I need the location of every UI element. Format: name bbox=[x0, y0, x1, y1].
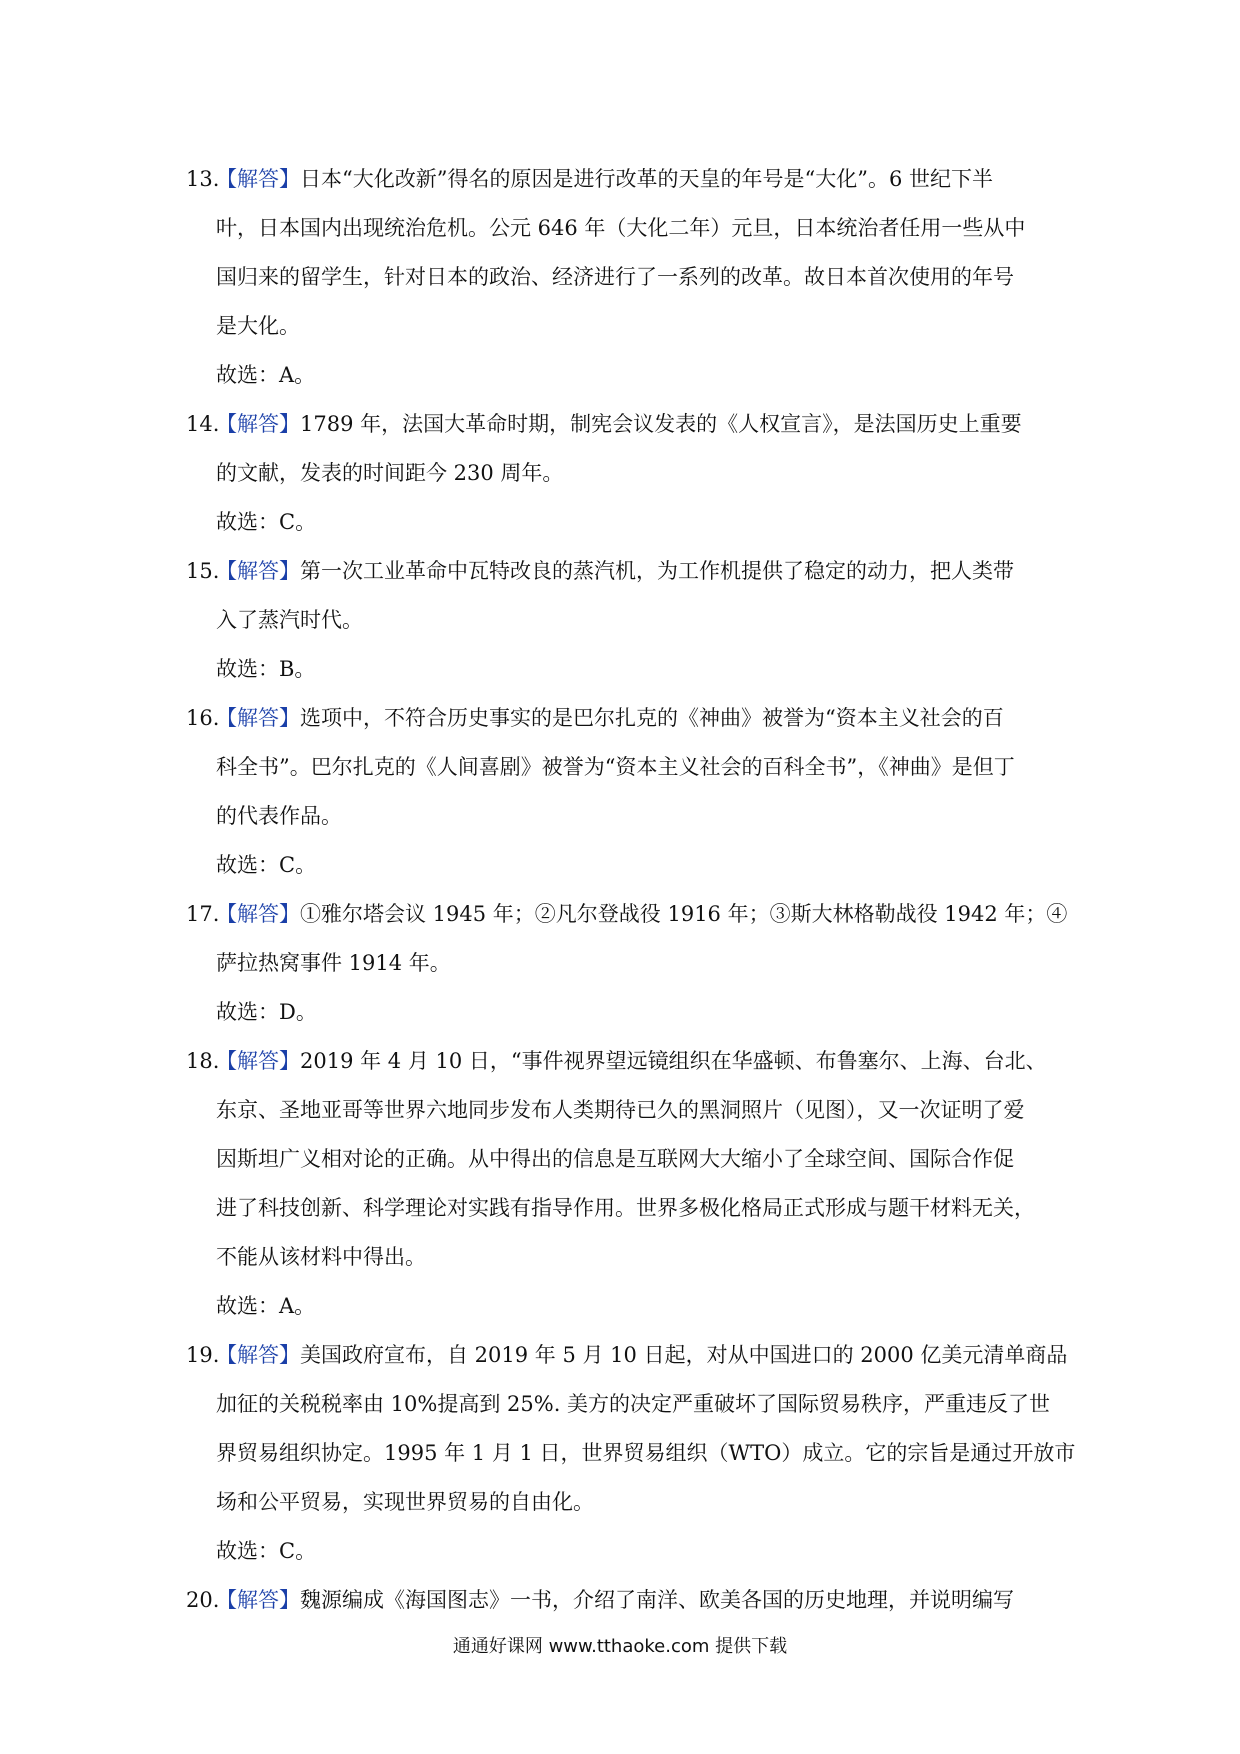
answer-text-line: 叶，日本国内出现统治危机。公元 646 年（大化二年）元旦，日本统治者任用一些从中 bbox=[216, 216, 1026, 240]
answer-item bbox=[186, 1576, 1066, 1625]
answer-text-line: 的代表作品。 bbox=[216, 804, 342, 828]
answer-item bbox=[186, 155, 1066, 400]
answer-text-line: 科全书”。巴尔扎克的《人间喜剧》被誉为“资本主义社会的百科全书”，《神曲》是但丁 bbox=[216, 755, 1015, 779]
answer-text: ①雅尔塔会议 1945 年；②凡尔登战役 1916 年；③斯大林格勒战役 1942 年；④ bbox=[300, 902, 1068, 926]
answer-first-line bbox=[186, 890, 1066, 939]
answer-tag: 【解答】 bbox=[216, 902, 300, 926]
answer-choice: 故选：A。 bbox=[216, 1294, 316, 1318]
answer-tag: 【解答】 bbox=[216, 1343, 300, 1367]
answer-text-line: 萨拉热窝事件 1914 年。 bbox=[216, 951, 451, 975]
answer-text-line: 国归来的留学生，针对日本的政治、经济进行了一系列的改革。故日本首次使用的年号 bbox=[216, 265, 1014, 289]
answer-tag: 【解答】 bbox=[216, 559, 300, 583]
answer-text: 2019 年 4 月 10 日，“事件视界望远镜组织在华盛顿、布鲁塞尔、上海、台北、 bbox=[300, 1049, 1047, 1073]
answer-choice: 故选：B。 bbox=[216, 657, 316, 681]
answer-text-line: 场和公平贸易，实现世界贸易的自由化。 bbox=[216, 1490, 594, 1514]
answer-text-line: 不能从该材料中得出。 bbox=[216, 1245, 426, 1269]
answer-item bbox=[186, 400, 1066, 547]
question-number: 14. bbox=[186, 412, 220, 436]
answer-item bbox=[186, 694, 1066, 890]
answer-text-line: 加征的关税税率由 10%提高到 25%. 美方的决定严重破坏了国际贸易秩序，严重违反了世 bbox=[216, 1392, 1051, 1416]
question-number: 17. bbox=[186, 902, 220, 926]
answer-item bbox=[186, 890, 1066, 1037]
answer-text-line: 进了科技创新、科学理论对实践有指导作用。世界多极化格局正式形成与题干材料无关， bbox=[216, 1196, 1035, 1220]
question-number: 20. bbox=[186, 1588, 220, 1612]
answer-text: 选项中，不符合历史事实的是巴尔扎克的《神曲》被誉为“资本主义社会的百 bbox=[300, 706, 1004, 730]
answer-first-line bbox=[186, 155, 1066, 204]
answer-tag: 【解答】 bbox=[216, 706, 300, 730]
answer-text: 美国政府宣布，自 2019 年 5 月 10 日起，对从中国进口的 2000 亿美元清单商品 bbox=[300, 1343, 1068, 1367]
answer-text: 日本“大化改新”得名的原因是进行改革的天皇的年号是“大化”。6 世纪下半 bbox=[300, 167, 993, 191]
answer-first-line bbox=[186, 694, 1066, 743]
answer-text-line: 东京、圣地亚哥等世界六地同步发布人类期待已久的黑洞照片（见图），又一次证明了爱 bbox=[216, 1098, 1025, 1122]
answer-tag: 【解答】 bbox=[216, 167, 300, 191]
answer-first-line bbox=[186, 1576, 1066, 1625]
answer-text-line: 是大化。 bbox=[216, 314, 300, 338]
question-number: 15. bbox=[186, 559, 220, 583]
question-number: 18. bbox=[186, 1049, 220, 1073]
answer-tag: 【解答】 bbox=[216, 412, 300, 436]
answer-choice: 故选：C。 bbox=[216, 510, 317, 534]
answer-text: 1789 年，法国大革命时期，制宪会议发表的《人权宣言》，是法国历史上重要 bbox=[300, 412, 1022, 436]
answer-first-line bbox=[186, 1037, 1066, 1086]
footer-watermark: 通通好课网 www.tthaoke.com 提供下载 bbox=[452, 1636, 788, 1657]
answer-choice: 故选：D。 bbox=[216, 1000, 317, 1024]
answer-choice: 故选：C。 bbox=[216, 853, 317, 877]
answer-text-line: 入了蒸汽时代。 bbox=[216, 608, 363, 632]
answer-tag: 【解答】 bbox=[216, 1049, 300, 1073]
answer-choice: 故选：A。 bbox=[216, 363, 316, 387]
answer-first-line bbox=[186, 1331, 1066, 1380]
question-number: 13. bbox=[186, 167, 220, 191]
answer-first-line bbox=[186, 547, 1066, 596]
answer-item bbox=[186, 547, 1066, 694]
answer-text: 第一次工业革命中瓦特改良的蒸汽机，为工作机提供了稳定的动力，把人类带 bbox=[300, 559, 1014, 583]
answer-text-line: 因斯坦广义相对论的正确。从中得出的信息是互联网大大缩小了全球空间、国际合作促 bbox=[216, 1147, 1014, 1171]
answer-tag: 【解答】 bbox=[216, 1588, 300, 1612]
answer-text-line: 界贸易组织协定。1995 年 1 月 1 日，世界贸易组织（WTO）成立。它的宗旨是通过开放市 bbox=[216, 1441, 1076, 1465]
answer-text-line: 的文献，发表的时间距今 230 周年。 bbox=[216, 461, 564, 485]
answer-first-line bbox=[186, 400, 1066, 449]
question-number: 19. bbox=[186, 1343, 220, 1367]
answer-item bbox=[186, 1037, 1066, 1331]
answer-choice: 故选：C。 bbox=[216, 1539, 317, 1563]
answer-text: 魏源编成《海国图志》一书，介绍了南洋、欧美各国的历史地理，并说明编写 bbox=[300, 1588, 1014, 1612]
answer-list bbox=[186, 155, 1076, 1625]
question-number: 16. bbox=[186, 706, 220, 730]
answer-item bbox=[186, 1331, 1076, 1576]
